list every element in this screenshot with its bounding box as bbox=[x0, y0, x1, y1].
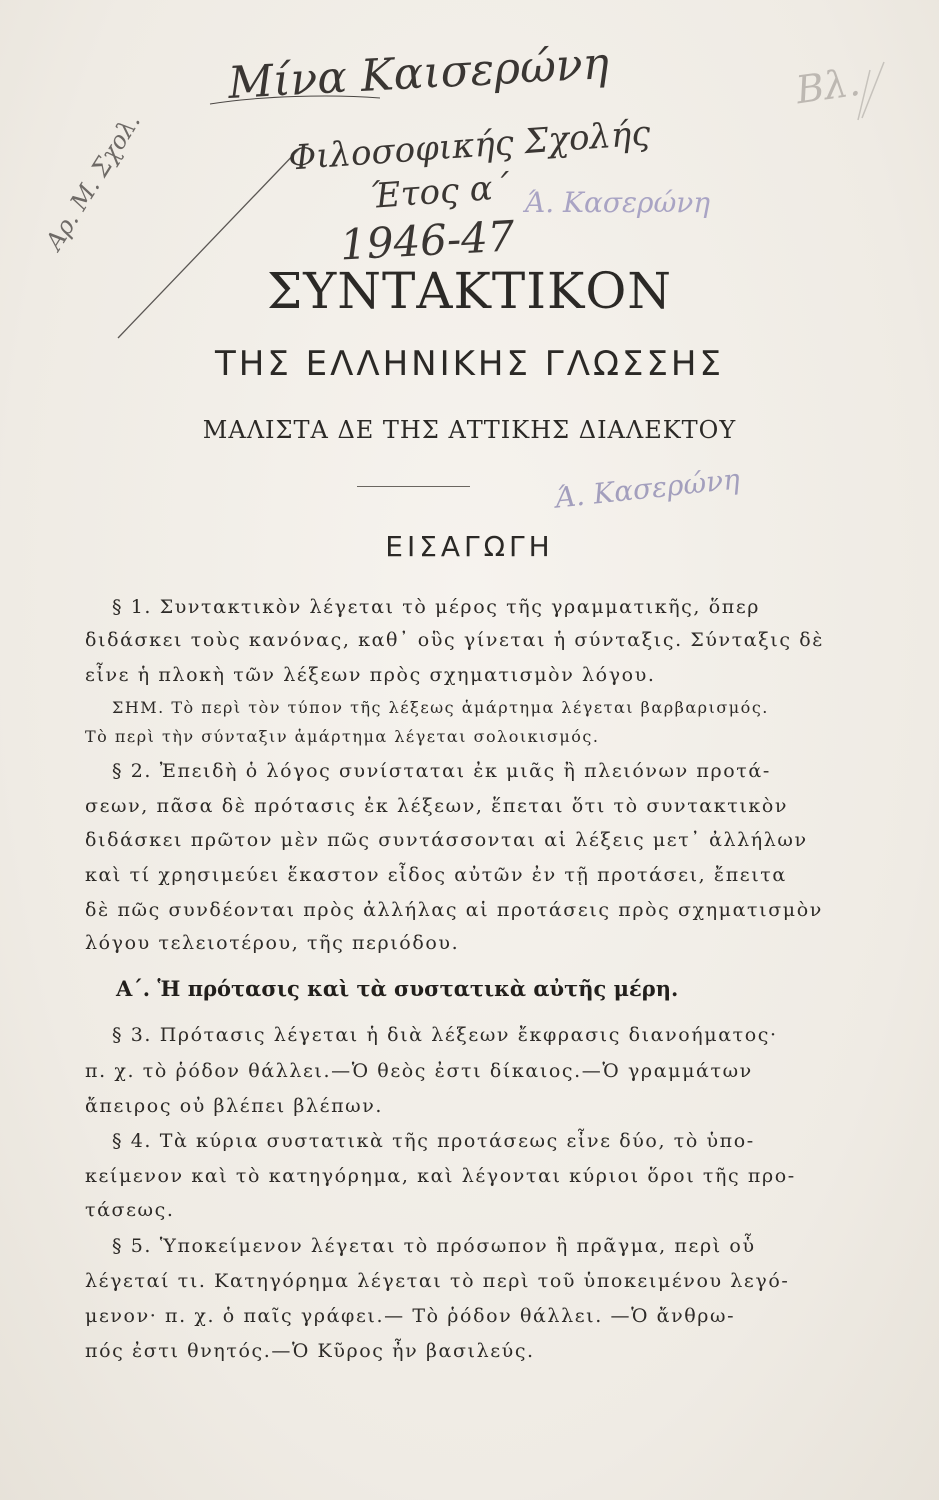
body-line: § 5. Ὑποκείμενον λέγεται τὸ πρόσωπον ἢ πρᾶγμα, περὶ οὗ bbox=[112, 1235, 756, 1257]
body-line: π. χ. τὸ ῥόδον θάλλει.—Ὁ θεὸς ἐστι δίκαιος.—Ὁ γραμμάτων bbox=[85, 1060, 753, 1082]
ownership-stamp-upper: Ά. Κασερώνη bbox=[525, 186, 711, 219]
body-line: κείμενον καὶ τὸ κατηγόρημα, καὶ λέγονται κύριοι ὅροι τῆς προ- bbox=[85, 1165, 796, 1187]
body-line: εἶνε ἡ πλοκὴ τῶν λέξεων πρὸς σχηματισμὸν λόγου. bbox=[85, 664, 656, 686]
body-line: λόγου τελειοτέρου, τῆς περιόδου. bbox=[85, 932, 460, 954]
body-line: τάσεως. bbox=[85, 1199, 175, 1221]
ownership-stamp-lower: Ά. Κασερώνη bbox=[553, 462, 742, 515]
body-line: § 2. Ἐπειδὴ ὁ λόγος συνίσταται ἐκ μιᾶς ἢ πλειόνων προτά- bbox=[112, 760, 771, 782]
section-heading: ΕΙΣΑΓΩΓΗ bbox=[385, 530, 554, 563]
body-line: διδάσκει τοὺς κανόνας, καθ᾽ οὓς γίνεται ἡ σύνταξις. Σύνταξις δὲ bbox=[85, 629, 825, 651]
body-line: σεων, πᾶσα δὲ πρότασις ἐκ λέξεων, ἕπεται ὅτι τὸ συντακτικὸν bbox=[85, 795, 789, 817]
body-line: λέγεταί τι. Κατηγόρημα λέγεται τὸ περὶ τοῦ ὑποκειμένου λεγό- bbox=[85, 1270, 790, 1292]
note-line: ΣΗΜ. Τὸ περὶ τὸν τύπον τῆς λέξεως ἁμάρτημα λέγεται βαρβαρισμός. bbox=[112, 698, 769, 717]
body-line: § 1. Συντακτικὸν λέγεται τὸ μέρος τῆς γραμματικῆς, ὅπερ bbox=[112, 596, 761, 618]
body-line: ἄπειρος οὐ βλέπει βλέπων. bbox=[85, 1095, 384, 1117]
book-dialect-line: ΜΑΛΙΣΤΑ ΔΕ ΤΗΣ ΑΤΤΙΚΗΣ ΔΙΑΛΕΚΤΟΥ bbox=[202, 416, 737, 444]
corner-initials-handwriting: Βλ. bbox=[793, 59, 863, 113]
body-line: δὲ πῶς συνδέονται πρὸς ἀλλήλας αἱ προτάσεις πρὸς σχηματισμὸν bbox=[85, 899, 823, 921]
body-line: καὶ τί χρησιμεύει ἕκαστον εἶδος αὐτῶν ἐν τῇ προτάσει, ἔπειτα bbox=[85, 864, 787, 886]
body-line: § 4. Τὰ κύρια συστατικὰ τῆς προτάσεως εἶνε δύο, τὸ ὑπο- bbox=[112, 1130, 755, 1152]
owner-name-handwriting: Μίνα Καισερώνη bbox=[226, 38, 611, 109]
chapter-subheading: Α΄. Ἡ πρότασις καὶ τὰ συστατικὰ αὐτῆς μέρη. bbox=[116, 976, 679, 1001]
body-line: διδάσκει πρῶτον μὲν πῶς συντάσσονται αἱ λέξεις μετ᾽ ἀλλήλων bbox=[85, 829, 808, 851]
book-title: ΣΥΝΤΑΚΤΙΚΟΝ bbox=[266, 262, 673, 320]
title-divider bbox=[357, 486, 470, 487]
margin-note-handwriting: Αρ. Μ. Σχολ. bbox=[40, 108, 147, 255]
body-line: μενον· π. χ. ὁ παῖς γράφει.— Τὸ ῥόδον θάλλει. —Ὁ ἄνθρω- bbox=[85, 1305, 736, 1327]
year-handwriting: Έτος α΄ bbox=[368, 167, 511, 217]
school-handwriting: Φιλοσοφικής Σχολής bbox=[287, 113, 652, 179]
body-line: πός ἐστι θνητός.—Ὁ Κῦρος ἦν βασιλεύς. bbox=[85, 1340, 535, 1362]
book-subtitle: ΤΗΣ ΕΛΛΗΝΙΚΗΣ ΓΛΩΣΣΗΣ bbox=[214, 344, 724, 384]
body-line: § 3. Πρότασις λέγεται ἡ διὰ λέξεων ἔκφρασις διανοήματος· bbox=[112, 1024, 778, 1046]
margin-pencil-mark bbox=[858, 62, 884, 120]
date-handwriting: 1946-47 bbox=[338, 211, 516, 270]
note-line: Τὸ περὶ τὴν σύνταξιν ἁμάρτημα λέγεται σολοικισμός. bbox=[85, 727, 600, 746]
